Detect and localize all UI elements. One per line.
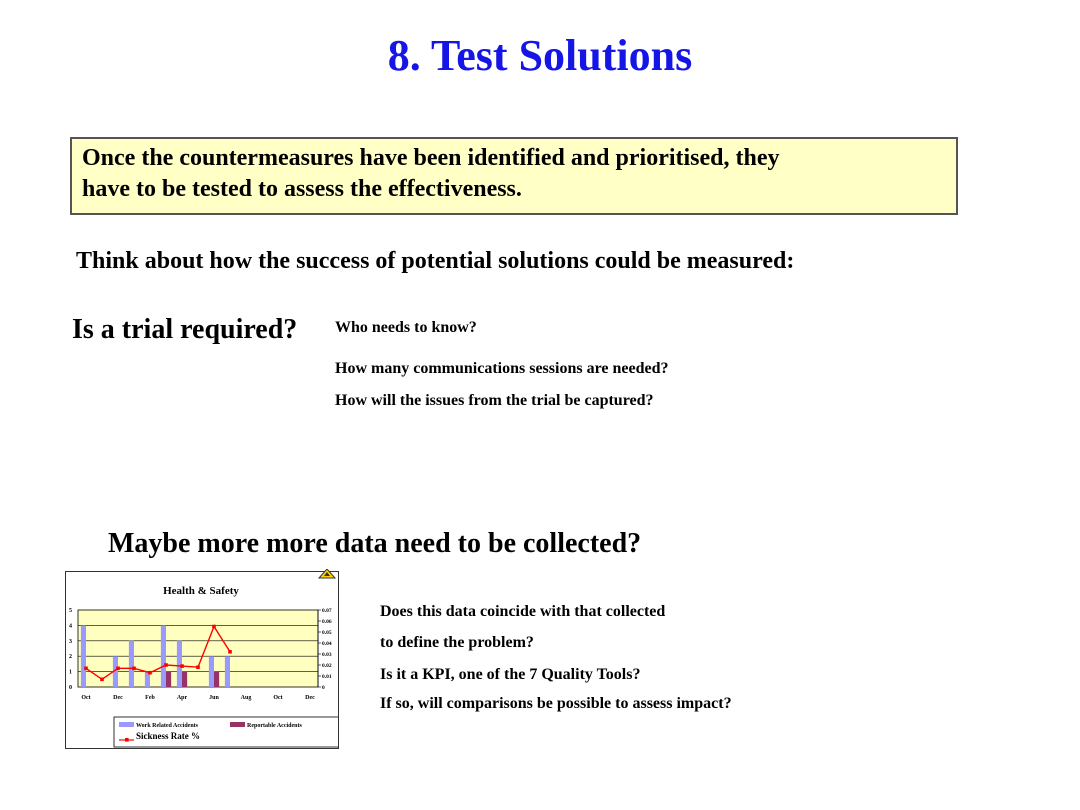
chart-bar [225,656,230,687]
right-tick-label: 0.07 [322,608,332,614]
data-item: to define the problem? [380,634,534,651]
right-tick-label: 0.02 [322,663,332,669]
health-safety-chart [65,571,339,749]
data-item: Does this data coincide with that collected [380,603,666,620]
chart-point [180,664,184,668]
chart-point [196,665,200,669]
chart-point [212,625,216,629]
x-tick-label: Jun [209,695,219,701]
chart-svg [66,572,338,748]
trial-item: How many communications sessions are needed? [335,360,669,377]
legend-label: Work Related Accidents [136,723,198,729]
chart-bar [166,672,171,687]
chart-bar [161,625,166,687]
slide-title: 8. Test Solutions [387,31,693,80]
chart-point [148,671,152,675]
right-tick-label: 0.03 [322,652,332,658]
right-tick-label: 0.05 [322,630,332,636]
chart-point [116,667,120,671]
chart-point [228,650,232,654]
chart-bar [209,656,214,687]
chart-point [84,667,88,671]
right-tick-label: 0.06 [322,619,332,625]
chart-bar [177,641,182,687]
right-tick-label: 0.04 [322,641,332,647]
chart-point [132,667,136,671]
x-tick-label: Apr [176,695,188,701]
legend-label: Sickness Rate % [136,731,201,741]
left-tick-label: 3 [69,638,72,645]
x-tick-label: Feb [145,695,155,701]
trial-item: Who needs to know? [335,319,477,336]
chart-bar [81,625,86,687]
left-tick-label: 1 [69,669,72,676]
left-tick-label: 4 [69,623,72,630]
x-tick-label: Dec [113,695,123,701]
intro-line-2: have to be tested to assess the effectiveness. [82,176,522,202]
x-tick-label: Dec [305,695,315,701]
intro-callout [70,137,958,215]
legend-swatch [119,722,134,727]
chart-point [164,663,168,667]
left-tick-label: 0 [69,685,72,691]
legend-swatch [230,722,245,727]
intro-line-1: Once the countermeasures have been identified and prioritised, they [82,145,780,171]
chart-bar [182,672,187,687]
left-tick-label: 5 [69,608,72,614]
warning-triangle-icon [318,569,336,579]
chart-point [100,678,104,682]
data-item: If so, will comparisons be possible to assess impact? [380,695,732,712]
legend-label: Reportable Accidents [247,723,302,729]
trial-item: How will the issues from the trial be captured? [335,392,654,409]
x-tick-label: Aug [240,695,252,701]
chart-bar [214,672,219,687]
legend-point-swatch [125,738,129,742]
think-prompt: Think about how the success of potential solutions could be measured: [76,248,795,274]
trial-question: Is a trial required? [72,314,298,345]
chart-title: Health & Safety [163,585,239,597]
x-tick-label: Oct [273,695,283,701]
x-tick-label: Oct [81,695,91,701]
data-question: Maybe more more data need to be collected? [108,528,642,559]
chart-bar [129,641,134,687]
right-tick-label: 0.01 [322,674,332,680]
left-tick-label: 2 [69,654,72,661]
right-tick-label: 0 [322,685,325,691]
data-item: Is it a KPI, one of the 7 Quality Tools? [380,666,641,683]
